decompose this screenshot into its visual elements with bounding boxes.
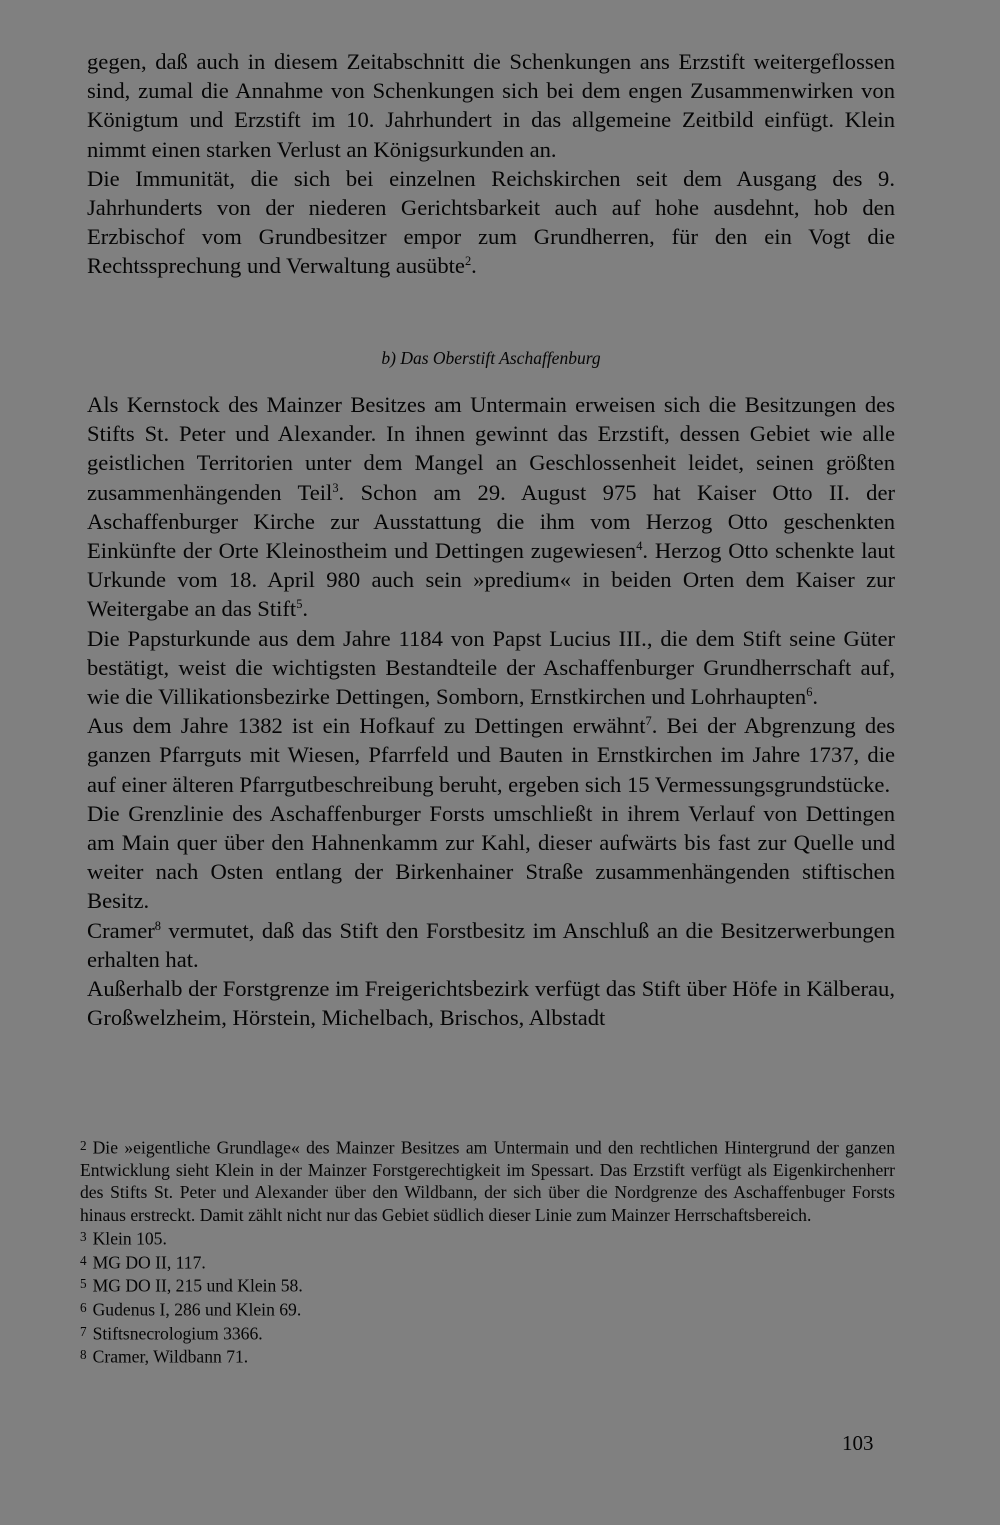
footnote: [80, 1344, 895, 1368]
footnote-number: 2: [80, 1138, 87, 1153]
footnote-ref: 3: [332, 480, 339, 495]
page-number: 103: [842, 1431, 874, 1455]
text-run: . Schon am 29. August 975 hat Kaiser Otto II. der Aschaffenburger Kirche zur Ausstattung die ihm vom Herzog Otto geschenkten Einkünfte der Orte Kleinostheim und Dettingen zugewiesen: [87, 479, 895, 564]
paragraph: [87, 390, 895, 624]
footnote-ref: 2: [464, 254, 472, 269]
footnote-text: Cramer, Wildbann 71.: [92, 1346, 249, 1367]
footnote-ref: 7: [645, 714, 652, 729]
text-run: Als Kernstock des Mainzer Besitzes am Untermain erweisen sich die Besitzungen des Stifts St. Peter und Alexander. In ihnen gewinnt das Erzstift, dessen Gebiet wie alle geistlichen Territorien unter dem Mangel an Geschlossenheit leidet, seinen größten zusammenhängenden Teil: [87, 392, 895, 505]
footnote-text: Gudenus I, 286 und Klein 69.: [92, 1299, 302, 1320]
footnote: [80, 1273, 895, 1297]
footnote-ref: 5: [296, 597, 303, 612]
footnote-text: Stiftsnecrologium 3366.: [92, 1323, 263, 1344]
text-run: vermutet, daß das Stift den Forstbesitz im Anschluß an die Besitzerwerbungen erhalten hat.: [87, 917, 895, 972]
paragraph: gegen, daß auch in diesem Zeitabschnitt die Schenkungen ans Erzstift weitergeflossen sind, zumal die Annahme von Schenkungen sich bei dem engen Zusammenwirken von Königtum und Erzstift im 10. Jahrhundert in das allgemeine Zeitbild einfügt. Klein nimmt einen starken Verlust an Königsurkunden an.: [87, 49, 895, 162]
footnote: [80, 1297, 895, 1321]
text-run: .: [812, 684, 819, 710]
footnote-number: 8: [80, 1347, 87, 1363]
footnotes: [80, 1135, 895, 1368]
footnote-text: Klein 105.: [92, 1228, 167, 1249]
paragraph: [87, 711, 895, 799]
footnote-text: Die »eigentliche Grundlage« des Mainzer Besitzes am Untermain und den rechtlichen Hintergrund der ganzen Entwicklung sieht Klein in der Mainzer Forstgerechtigkeit im Spessart. Das Erzstift verfügt als Eigenkirchenherr des Stifts St. Peter und Alexander über den Wildbann, der sich über die Nordgrenze des Aschaffenbuger Forsts hinaus erstreckt. Damit zählt nicht nur das Gebiet südlich dieser Linie zum Mainzer Herrschaftsbereich.: [80, 1137, 895, 1225]
footnote: [80, 1135, 895, 1226]
footnote-ref: 4: [636, 538, 643, 553]
footnote-text: MG DO II, 215 und Klein 58.: [92, 1275, 303, 1296]
paragraph-text: Die Immunität, die sich bei einzelnen Reichskirchen seit dem Ausgang des 9. Jahrhunderts von der niederen Gerichtsbarkeit auch auf hohe ausdehnt, hob den Erzbischof vom Grundbesitzer empor zum Grundherren, für den ein Vogt die Rechtssprechung und Verwaltung ausübte: [87, 165, 895, 279]
paragraph: [87, 916, 895, 974]
paragraph: [87, 624, 895, 712]
footnote-number: 7: [80, 1323, 87, 1339]
footnote-number: 6: [80, 1300, 87, 1316]
section-heading: b) Das Oberstift Aschaffenburg: [381, 348, 601, 368]
footnote-ref: 8: [154, 918, 161, 933]
section-body: [87, 390, 895, 1032]
footnote: [80, 1250, 895, 1274]
footnote-number: 4: [80, 1252, 87, 1268]
text-run: Die Papsturkunde aus dem Jahre 1184 von Papst Lucius III., die dem Stift seine Güter bestätigt, weist die wichtigsten Bestandteile der Aschaffenburger Grundherrschaft auf, wie die Villikationsbezirke Dettingen, Somborn, Ernstkirchen und Lohrhaupten: [87, 625, 895, 710]
text-run: Aus dem Jahre 1382 ist ein Hofkauf zu Dettingen erwähnt: [87, 713, 646, 739]
text-run: . Herzog Otto schenkte laut Urkunde vom 18. April 980 auch sein »predium« in beiden Orten dem Kaiser zur Weitergabe an das Stift: [87, 538, 895, 622]
paragraph: Die Immunität, die sich bei einzelnen Reichskirchen seit dem Ausgang des 9. Jahrhunderts von der niederen Gerichtsbarkeit auch auf hohe ausdehnt, hob den Erzbischof vom Grundbesitzer empor zum Grundherren, für den ein Vogt die Rechtssprechung und Verwaltung ausübte$^2$.: [87, 165, 895, 279]
text-run: Cramer: [87, 917, 155, 943]
paragraph: Die Grenzlinie des Aschaffenburger Forsts umschließt in ihrem Verlauf von Dettingen am Main quer über den Hahnenkamm zur Kahl, dieser aufwärts bis fast zur Quelle und weiter nach Osten entlang der Birkenhainer Straße zusammenhängenden stiftischen Besitz.: [87, 800, 895, 914]
paragraph: Außerhalb der Forstgrenze im Freigerichtsbezirk verfügt das Stift über Höfe in Kälberau, Großwelzheim, Hörstein, Michelbach, Brischos, Albstadt: [87, 976, 895, 1031]
footnote-text: MG DO II, 117.: [92, 1251, 206, 1272]
footnote: [80, 1226, 895, 1250]
footnote-ref: 6: [806, 684, 813, 699]
body-text-top: [87, 47, 895, 281]
text-run: .: [302, 596, 309, 622]
text-run: . Bei der Abgrenzung des ganzen Pfarrguts mit Wiesen, Pfarrfeld und Bauten in Ernstkirchen im Jahre 1737, die auf einer älteren Pfarrgutbeschreibung beruht, ergeben sich 15 Vermessungsgrundstücke.: [87, 713, 896, 797]
footnote: [80, 1321, 895, 1345]
footnote-number: 5: [80, 1276, 87, 1292]
footnote-number: 3: [80, 1228, 87, 1244]
